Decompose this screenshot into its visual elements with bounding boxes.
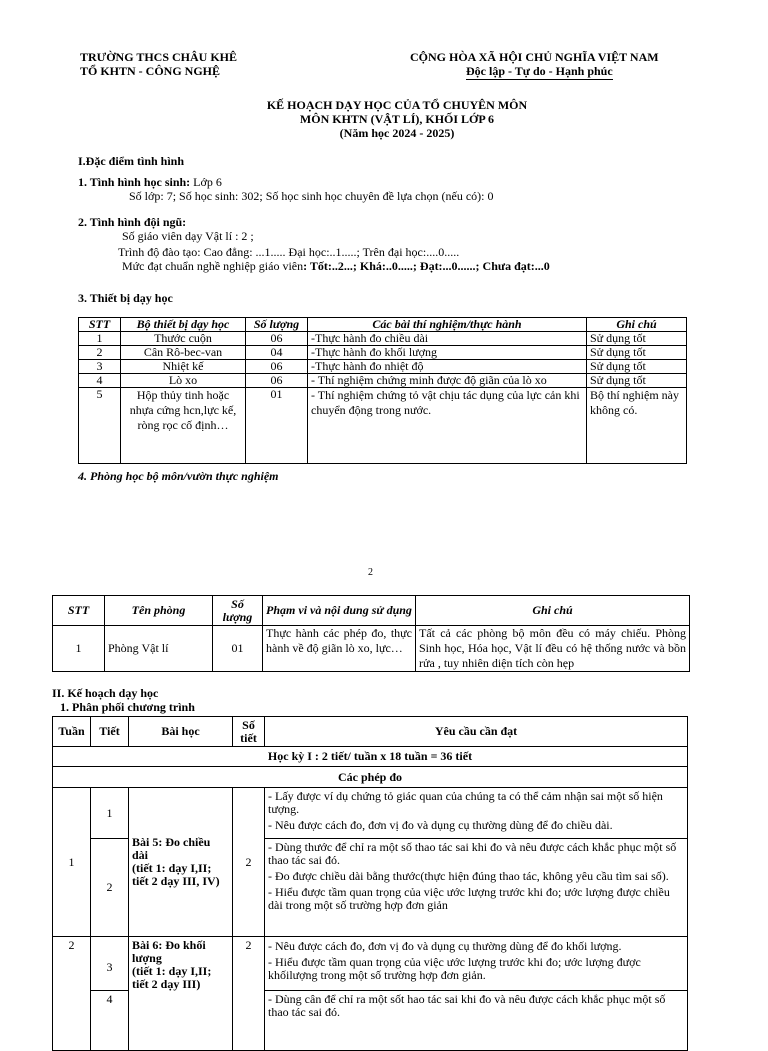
equipment-table — [78, 317, 687, 464]
equipment-lab: - Thí nghiệm chứng tỏ vật chịu tác dụng của lực cản khi chuyển động trong nước. — [308, 388, 587, 464]
equipment-qty: 01 — [246, 388, 308, 464]
doc-title-line3: (Năm học 2024 - 2025) — [339, 126, 455, 140]
page-number: 2 — [368, 567, 373, 578]
students-line — [78, 175, 222, 189]
semester-row: Học kỳ I : 2 tiết/ tuần x 18 tuần = 36 tiết — [53, 747, 688, 767]
list-item: - Hiểu được tầm quan trọng của việc ước lượng trước khi đo; ước lượng được chiều dài trong một số trường hợp đơn giản — [268, 885, 670, 912]
lesson5-req-p2 — [265, 839, 688, 937]
students-detail: Số lớp: 7; Số học sinh: 302; Số học sinh học chuyên đề lựa chọn (nếu có): 0 — [129, 189, 494, 203]
table-row — [53, 767, 688, 788]
program-col-week: Tuần — [53, 717, 91, 747]
equipment-stt: 3 — [79, 360, 121, 374]
table-row — [79, 332, 687, 346]
room-qty: 01 — [213, 626, 263, 672]
lesson6-count: 2 — [233, 937, 265, 1051]
lesson6-week: 2 — [53, 937, 91, 1051]
room-stt: 1 — [53, 626, 105, 672]
equipment-qty: 06 — [246, 360, 308, 374]
equipment-stt: 1 — [79, 332, 121, 346]
equipment-header-row — [79, 318, 687, 332]
rooms-table — [52, 595, 690, 672]
section2-sub1: 1. Phân phối chương trình — [60, 700, 195, 714]
staff-training: Trình độ đào tạo: Cao đẳng: ...1..... Đại học:..1.....; Trên đại học:....0..... — [118, 245, 460, 259]
doc-title-line1: KẾ HOẠCH DẠY HỌC CỦA TỔ CHUYÊN MÔN — [266, 98, 528, 112]
lesson5-week: 1 — [53, 788, 91, 937]
program-col-lesson: Bài học — [129, 717, 233, 747]
list-item: - Nêu được cách đo, đơn vị đo và dụng cụ thường dùng để đo khối lượng. — [268, 939, 622, 953]
table-row — [53, 788, 688, 839]
rooms-col-qty: Số lượng — [213, 596, 263, 626]
list-item: - Dùng thước để chỉ ra một số thao tác sai khi đo và nêu được cách khắc phục một số thao tác sai đó. — [268, 840, 677, 867]
school-name: TRƯỜNG THCS CHÂU KHÊ — [80, 50, 238, 64]
list-item: - Nêu được cách đo, đơn vị đo và dụng cụ thường dùng để đo chiều dài. — [268, 818, 613, 832]
rooms-col-stt: STT — [53, 596, 105, 626]
lesson5-req-p1 — [265, 788, 688, 839]
table-row — [79, 374, 687, 388]
equipment-name: Nhiệt kế — [121, 360, 246, 374]
staff-teachers: Số giáo viên dạy Vật lí : 2 ; — [122, 229, 254, 243]
equipment-stt: 4 — [79, 374, 121, 388]
lesson5-cell — [129, 788, 233, 937]
students-heading: 1. Tình hình học sinh: — [78, 175, 191, 189]
table-row — [79, 360, 687, 374]
rooms-col-name: Tên phòng — [105, 596, 213, 626]
doc-title-line2: MÔN KHTN (VẬT LÍ), KHỐI LỚP 6 — [299, 112, 495, 126]
rooms-col-note: Ghi chú — [416, 596, 690, 626]
lesson5-period2: 2 — [91, 839, 129, 937]
lesson5-count: 2 — [233, 788, 265, 937]
equipment-name: Lò xo — [121, 374, 246, 388]
list-item: - Hiểu được tầm quan trọng của việc ước lượng trước khi đo; ước lượng được khốilượng trong một số trường hợp đơn giản. — [268, 955, 641, 982]
lesson6-period3: 3 — [91, 937, 129, 991]
staff-heading: 2. Tình hình đội ngũ: — [78, 215, 187, 229]
equipment-col-name: Bộ thiết bị dạy học — [121, 318, 246, 332]
staff-standard-values: : Tốt:..2...; Khá:..0.....; Đạt:...0......; Chưa đạt:...0 — [303, 259, 550, 273]
equipment-qty: 06 — [246, 374, 308, 388]
room-note: Tất cả các phòng bộ môn đều có máy chiếu. Phòng Sinh học, Hóa học, Vật lí đều có hệ thống nước và bồn rửa , tuy nhiên diện tích còn hẹp — [416, 626, 690, 672]
room-name: Phòng Vật lí — [105, 626, 213, 672]
equipment-stt: 2 — [79, 346, 121, 360]
program-col-requirements: Yêu cầu cần đạt — [265, 717, 688, 747]
list-item: - Dùng cân để chỉ ra một sốt hao tác sai khi đo và nêu được cách khắc phục một số thao tác sai đó. — [268, 992, 666, 1019]
section1-heading: I.Đặc điểm tình hình — [78, 154, 185, 168]
rooms-header-row — [53, 596, 690, 626]
equipment-note: Sử dụng tốt — [587, 332, 687, 346]
equipment-name: Thước cuộn — [121, 332, 246, 346]
equipment-note: Bộ thí nghiệm này không có. — [587, 388, 687, 464]
equipment-stt: 5 — [79, 388, 121, 464]
table-row — [53, 747, 688, 767]
table-row — [53, 626, 690, 672]
nation-name: CỘNG HÒA XÃ HỘI CHỦ NGHĨA VIỆT NAM — [410, 50, 659, 64]
equipment-col-stt: STT — [79, 318, 121, 332]
lesson5-period1: 1 — [91, 788, 129, 839]
equipment-name: Hộp thủy tinh hoặc nhựa cứng hcn,lực kế, ròng rọc cố định… — [121, 388, 246, 464]
lesson5-title: Bài 5: Đo chiều dài — [132, 835, 211, 862]
equipment-lab: -Thực hành đo chiều dài — [308, 332, 587, 346]
equipment-col-note: Ghi chú — [587, 318, 687, 332]
lesson6-note: (tiết 1: dạy I,II; tiết 2 dạy III) — [132, 964, 212, 991]
rooms-col-scope: Phạm vi và nội dung sử dụng — [263, 596, 416, 626]
department-name: TỔ KHTN - CÔNG NGHỆ — [80, 64, 221, 78]
staff-standard — [122, 259, 550, 273]
lesson6-cell — [129, 937, 233, 1051]
equipment-qty: 06 — [246, 332, 308, 346]
program-col-count: Số tiết — [233, 717, 265, 747]
table-row — [79, 346, 687, 360]
program-table — [52, 716, 688, 1051]
equipment-note: Sử dụng tốt — [587, 360, 687, 374]
rooms-heading: 4. Phòng học bộ môn/vườn thực nghiệm — [78, 469, 279, 483]
lesson6-req-p3 — [265, 937, 688, 991]
equipment-col-lab: Các bài thí nghiệm/thực hành — [308, 318, 587, 332]
chapter-row: Các phép đo — [53, 767, 688, 788]
equipment-note: Sử dụng tốt — [587, 374, 687, 388]
room-scope: Thực hành các phép đo, thực hành về độ giãn lò xo, lực… — [263, 626, 416, 672]
equipment-lab: - Thí nghiệm chứng minh được độ giãn của lò xo — [308, 374, 587, 388]
list-item: - Đo được chiều dài bằng thước(thực hiện đúng thao tác, không yêu cầu tìm sai số). — [268, 869, 669, 883]
list-item: - Lấy được ví dụ chứng tỏ giác quan của chúng ta có thể cảm nhận sai một số hiện tượng. — [268, 789, 663, 816]
program-header-row — [53, 717, 688, 747]
lesson6-req-p4 — [265, 991, 688, 1051]
equipment-name: Cân Rô-bec-van — [121, 346, 246, 360]
staff-standard-label: Mức đạt chuẩn nghề nghiệp giáo viên — [122, 259, 304, 273]
equipment-heading: 3. Thiết bị dạy học — [78, 291, 173, 305]
lesson6-title: Bài 6: Đo khối lượng — [132, 938, 206, 965]
table-row — [79, 388, 687, 464]
table-row — [53, 937, 688, 991]
lesson6-period4: 4 — [91, 991, 129, 1051]
students-grade: Lớp 6 — [190, 175, 222, 189]
lesson5-note: (tiết 1: dạy I,II; tiết 2 dạy III, IV) — [132, 861, 220, 888]
section2-heading: II. Kế hoạch dạy học — [52, 686, 159, 700]
national-motto: Độc lập - Tự do - Hạnh phúc — [466, 64, 613, 78]
equipment-qty: 04 — [246, 346, 308, 360]
program-col-period: Tiết — [91, 717, 129, 747]
equipment-col-qty: Số lượng — [246, 318, 308, 332]
equipment-lab: -Thực hành đo khối lượng — [308, 346, 587, 360]
equipment-lab: -Thực hành đo nhiệt độ — [308, 360, 587, 374]
equipment-note: Sử dụng tốt — [587, 346, 687, 360]
